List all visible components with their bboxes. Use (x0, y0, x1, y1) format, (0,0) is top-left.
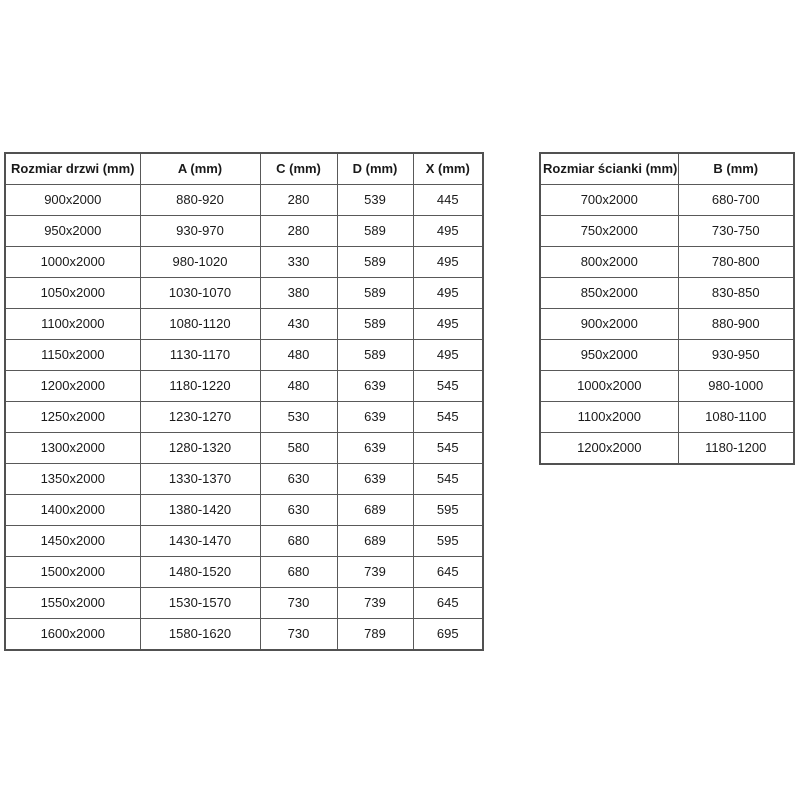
table-cell: 1400x2000 (5, 495, 140, 526)
table-cell: 545 (413, 371, 483, 402)
table-cell: 1000x2000 (540, 371, 678, 402)
table-cell: 330 (260, 247, 337, 278)
table-row (5, 557, 483, 588)
table-cell: 1230-1270 (140, 402, 260, 433)
table-cell: 830-850 (678, 278, 794, 309)
door-table-header-row (5, 153, 483, 185)
table-row (5, 495, 483, 526)
table-row (540, 340, 794, 371)
table-cell: 730 (260, 588, 337, 619)
table-cell: 880-920 (140, 185, 260, 216)
table-cell: 1050x2000 (5, 278, 140, 309)
table-row (5, 340, 483, 371)
table-cell: 545 (413, 464, 483, 495)
table-cell: 980-1020 (140, 247, 260, 278)
table-cell: 850x2000 (540, 278, 678, 309)
table-cell: 589 (337, 340, 413, 371)
table-row (5, 588, 483, 619)
table-cell: 695 (413, 619, 483, 651)
table-cell: 1330-1370 (140, 464, 260, 495)
table-cell: 1580-1620 (140, 619, 260, 651)
table-cell: 1100x2000 (540, 402, 678, 433)
wall-table-header-row (540, 153, 794, 185)
table-cell: 280 (260, 216, 337, 247)
table-cell: 1000x2000 (5, 247, 140, 278)
column-header-b: B (mm) (678, 153, 794, 185)
table-row (5, 309, 483, 340)
table-row (5, 247, 483, 278)
table-cell: 680 (260, 526, 337, 557)
table-cell: 430 (260, 309, 337, 340)
table-cell: 1200x2000 (540, 433, 678, 465)
table-cell: 545 (413, 433, 483, 464)
table-cell: 1530-1570 (140, 588, 260, 619)
table-cell: 1600x2000 (5, 619, 140, 651)
table-cell: 1180-1220 (140, 371, 260, 402)
table-row (540, 278, 794, 309)
table-row (540, 433, 794, 465)
table-cell: 789 (337, 619, 413, 651)
table-cell: 645 (413, 588, 483, 619)
table-cell: 950x2000 (540, 340, 678, 371)
table-row (5, 278, 483, 309)
table-cell: 639 (337, 464, 413, 495)
table-cell: 1550x2000 (5, 588, 140, 619)
table-cell: 739 (337, 588, 413, 619)
door-table-body (5, 185, 483, 651)
table-cell: 630 (260, 495, 337, 526)
table-cell: 1500x2000 (5, 557, 140, 588)
column-header-rozmiar-scianki: Rozmiar ścianki (mm) (540, 153, 678, 185)
table-cell: 630 (260, 464, 337, 495)
table-cell: 495 (413, 309, 483, 340)
table-row (5, 464, 483, 495)
table-cell: 900x2000 (5, 185, 140, 216)
table-cell: 1080-1120 (140, 309, 260, 340)
table-cell: 639 (337, 402, 413, 433)
table-cell: 639 (337, 371, 413, 402)
table-cell: 1430-1470 (140, 526, 260, 557)
table-cell: 495 (413, 278, 483, 309)
table-cell: 1300x2000 (5, 433, 140, 464)
table-row (5, 526, 483, 557)
table-row (540, 247, 794, 278)
table-cell: 595 (413, 495, 483, 526)
table-cell: 930-970 (140, 216, 260, 247)
table-cell: 1080-1100 (678, 402, 794, 433)
table-cell: 380 (260, 278, 337, 309)
wall-table-body (540, 185, 794, 465)
table-cell: 800x2000 (540, 247, 678, 278)
table-cell: 880-900 (678, 309, 794, 340)
table-cell: 689 (337, 495, 413, 526)
table-row (540, 309, 794, 340)
table-cell: 780-800 (678, 247, 794, 278)
table-cell: 680-700 (678, 185, 794, 216)
table-row (5, 619, 483, 651)
table-cell: 730 (260, 619, 337, 651)
table-cell: 1450x2000 (5, 526, 140, 557)
table-cell: 589 (337, 309, 413, 340)
column-header-a: A (mm) (140, 153, 260, 185)
table-cell: 589 (337, 278, 413, 309)
table-cell: 1130-1170 (140, 340, 260, 371)
wall-size-table (539, 152, 795, 465)
table-cell: 1150x2000 (5, 340, 140, 371)
table-cell: 445 (413, 185, 483, 216)
table-cell: 739 (337, 557, 413, 588)
table-cell: 639 (337, 433, 413, 464)
table-cell: 539 (337, 185, 413, 216)
table-cell: 980-1000 (678, 371, 794, 402)
table-cell: 1100x2000 (5, 309, 140, 340)
table-cell: 680 (260, 557, 337, 588)
table-cell: 1480-1520 (140, 557, 260, 588)
table-cell: 595 (413, 526, 483, 557)
table-cell: 589 (337, 216, 413, 247)
table-cell: 1280-1320 (140, 433, 260, 464)
table-row (5, 371, 483, 402)
table-row (540, 371, 794, 402)
table-cell: 950x2000 (5, 216, 140, 247)
table-cell: 730-750 (678, 216, 794, 247)
table-row (540, 216, 794, 247)
table-cell: 280 (260, 185, 337, 216)
table-cell: 1250x2000 (5, 402, 140, 433)
table-row (5, 185, 483, 216)
table-cell: 480 (260, 340, 337, 371)
table-cell: 1030-1070 (140, 278, 260, 309)
table-cell: 1380-1420 (140, 495, 260, 526)
column-header-rozmiar-drzwi: Rozmiar drzwi (mm) (5, 153, 140, 185)
table-cell: 580 (260, 433, 337, 464)
table-cell: 700x2000 (540, 185, 678, 216)
table-cell: 900x2000 (540, 309, 678, 340)
door-size-table (4, 152, 484, 651)
table-cell: 545 (413, 402, 483, 433)
table-row (540, 185, 794, 216)
table-cell: 930-950 (678, 340, 794, 371)
table-cell: 689 (337, 526, 413, 557)
table-cell: 495 (413, 216, 483, 247)
table-cell: 589 (337, 247, 413, 278)
table-row (540, 402, 794, 433)
table-row (5, 433, 483, 464)
table-cell: 530 (260, 402, 337, 433)
table-cell: 750x2000 (540, 216, 678, 247)
column-header-c: C (mm) (260, 153, 337, 185)
table-cell: 1180-1200 (678, 433, 794, 465)
table-cell: 1200x2000 (5, 371, 140, 402)
table-cell: 645 (413, 557, 483, 588)
table-cell: 495 (413, 247, 483, 278)
column-header-d: D (mm) (337, 153, 413, 185)
table-cell: 495 (413, 340, 483, 371)
table-cell: 1350x2000 (5, 464, 140, 495)
column-header-x: X (mm) (413, 153, 483, 185)
table-row (5, 216, 483, 247)
table-cell: 480 (260, 371, 337, 402)
table-row (5, 402, 483, 433)
